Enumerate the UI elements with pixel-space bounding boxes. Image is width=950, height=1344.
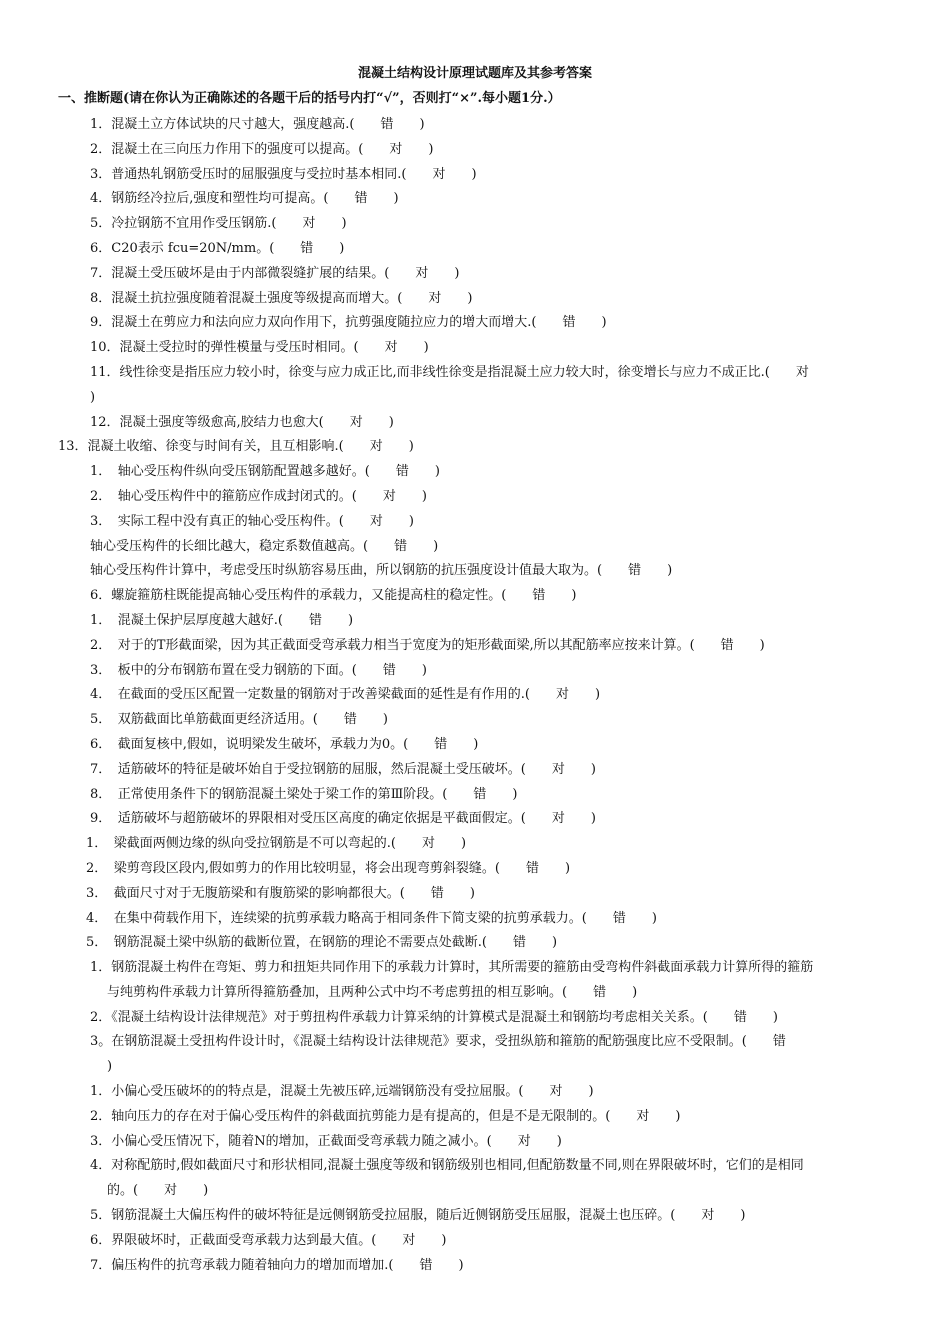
list-item: 11．线性徐变是指压应力较小时，徐变与应力成正比,而非线性徐变是指混凝土应力较大时，徐变增长与应力不成正比.( 对 ) <box>90 364 809 405</box>
list-item: 轴心受压构件计算中，考虑受压时纵筋容易压曲，所以钢筋的抗压强度设计值最大取为。( 错 ) <box>90 563 673 579</box>
list-item: 2． 轴心受压构件中的箍筋应作成封闭式的。( 对 ) <box>90 488 427 504</box>
list-item: 7． 适筋破坏的特征是破坏始自于受拉钢筋的屈服，然后混凝土受压破坏。( 对 ) <box>90 761 596 777</box>
list-item: 9．混凝土在剪应力和法向应力双向作用下，抗剪强度随拉应力的增大而增大.( 错 ) <box>90 315 607 331</box>
list-item: 1． 梁截面两侧边缘的纵向受拉钢筋是不可以弯起的.( 对 ) <box>86 836 467 852</box>
list-item: 8．混凝土抗拉强度随着混凝土强度等级提高而增大。( 对 ) <box>90 290 473 306</box>
list-item: 5．冷拉钢筋不宜用作受压钢筋.( 对 ) <box>90 216 347 232</box>
list-item: 8． 正常使用条件下的钢筋混凝土梁处于梁工作的第Ⅲ阶段。( 错 ) <box>90 786 518 802</box>
list-item: 5． 双筋截面比单筋截面更经济适用。( 错 ) <box>90 712 388 728</box>
list-item: 4． 在集中荷载作用下，连续梁的抗剪承载力略高于相同条件下简支梁的抗剪承载力。( 错 ) <box>86 910 657 926</box>
list-item: 6．螺旋箍筋柱既能提高轴心受压构件的承载力，又能提高柱的稳定性。( 错 ) <box>90 588 577 604</box>
list-item: 7．混凝土受压破坏是由于内部微裂缝扩展的结果。( 对 ) <box>90 265 460 281</box>
list-item: 1．钢筋混凝土构件在弯矩、剪力和扭矩共同作用下的承载力计算时，其所需要的箍筋由受弯构件斜截面承载力计算所得的箍筋 与纯剪构件承载力计算所得箍筋叠加，且两种公式中均不考虑剪扭的相互影响。( 错 ) <box>90 960 814 1000</box>
section-heading: 一、推断题(请在你认为正确陈述的各题干后的括号内打“√”，否则打“×”.每小题1分.） <box>58 91 561 106</box>
list-item: 2．轴向压力的存在对于偏心受压构件的斜截面抗剪能力是有提高的，但是不是无限制的。( 对 ) <box>90 1108 681 1124</box>
list-item: 4．对称配筋时,假如截面尺寸和形状相同,混凝土强度等级和钢筋级别也相同,但配筋数量不同,则在界限破坏时，它们的是相同 的。( 对 ) <box>90 1158 804 1199</box>
list-item: 3． 实际工程中没有真正的轴心受压构件。( 对 ) <box>90 513 414 529</box>
list-item: 6． 截面复核中,假如，说明梁发生破坏，承载力为0。( 错 ) <box>90 736 479 752</box>
list-item: 3． 板中的分布钢筋布置在受力钢筋的下面。( 错 ) <box>90 662 427 678</box>
list-item: 6．C20表示 fcu=20N/mm。( 错 ) <box>90 240 345 256</box>
list-item: 5．钢筋混凝土大偏压构件的破坏特征是远侧钢筋受拉屈服，随后近侧钢筋受压屈服，混凝土也压碎。( 对 ) <box>90 1208 746 1224</box>
list-item: 1． 混凝土保护层厚度越大越好.( 错 ) <box>90 612 354 628</box>
list-item: 13．混凝土收缩、徐变与时间有关，且互相影响.( 对 ) <box>58 439 414 455</box>
list-item: 2． 对于的T形截面梁，因为其正截面受弯承载力相当于宽度为的矩形截面梁,所以其配筋率应按来计算。( 错 ) <box>90 637 765 653</box>
list-item: 3．小偏心受压情况下，随着N的增加，正截面受弯承载力随之减小。( 对 ) <box>90 1133 562 1149</box>
list-item: 4． 在截面的受压区配置一定数量的钢筋对于改善梁截面的延性是有作用的.( 对 ) <box>90 687 601 703</box>
list-item: 4．钢筋经冷拉后,强度和塑性均可提高。( 错 ) <box>90 191 399 207</box>
list-item: 2．混凝土在三向压力作用下的强度可以提高。( 对 ) <box>90 141 434 157</box>
list-item: 2． 梁剪弯段区段内,假如剪力的作用比较明显，将会出现弯剪斜裂缝。( 错 ) <box>86 860 571 876</box>
list-item: 5． 钢筋混凝土梁中纵筋的截断位置，在钢筋的理论不需要点处截断.( 错 ) <box>86 935 558 951</box>
list-item: 1． 轴心受压构件纵向受压钢筋配置越多越好。( 错 ) <box>90 464 440 480</box>
list-item: 9． 适筋破坏与超筋破坏的界限相对受压区高度的确定依据是平截面假定。( 对 ) <box>90 811 596 827</box>
list-item: 12．混凝土强度等级愈高,胶结力也愈大( 对 ) <box>90 414 394 430</box>
list-item: 10．混凝土受拉时的弹性模量与受压时相同。( 对 ) <box>90 340 429 356</box>
list-item: 1．混凝土立方体试块的尺寸越大，强度越高.( 错 ) <box>90 117 425 132</box>
question-list <box>0 113 950 1278</box>
list-item: 2．《混凝土结构设计法律规范》对于剪扭构件承载力计算采纳的计算模式是混凝土和钢筋均考虑相关关系。( 错 ) <box>90 1009 778 1025</box>
list-item: 1．小偏心受压破坏的的特点是，混凝土先被压碎,远端钢筋没有受拉屈服。( 对 ) <box>90 1084 594 1100</box>
list-item: 轴心受压构件的长细比越大，稳定系数值越高。( 错 ) <box>90 538 439 554</box>
document-title: 混凝土结构设计原理试题库及其参考答案 <box>357 66 592 81</box>
list-item: 3．普通热轧钢筋受压时的屈服强度与受拉时基本相同.( 对 ) <box>90 166 477 182</box>
list-item: 7．偏压构件的抗弯承载力随着轴向力的增加而增加.( 错 ) <box>90 1257 464 1273</box>
list-item: 6．界限破坏时，正截面受弯承载力达到最大值。( 对 ) <box>90 1232 447 1248</box>
list-item: 3。在钢筋混凝土受扭构件设计时，《混凝土结构设计法律规范》要求，受扭纵筋和箍筋的配筋强度比应不受限制。( 错 ) <box>90 1034 786 1075</box>
list-item: 3． 截面尺寸对于无腹筋梁和有腹筋梁的影响都很大。( 错 ) <box>86 885 475 901</box>
